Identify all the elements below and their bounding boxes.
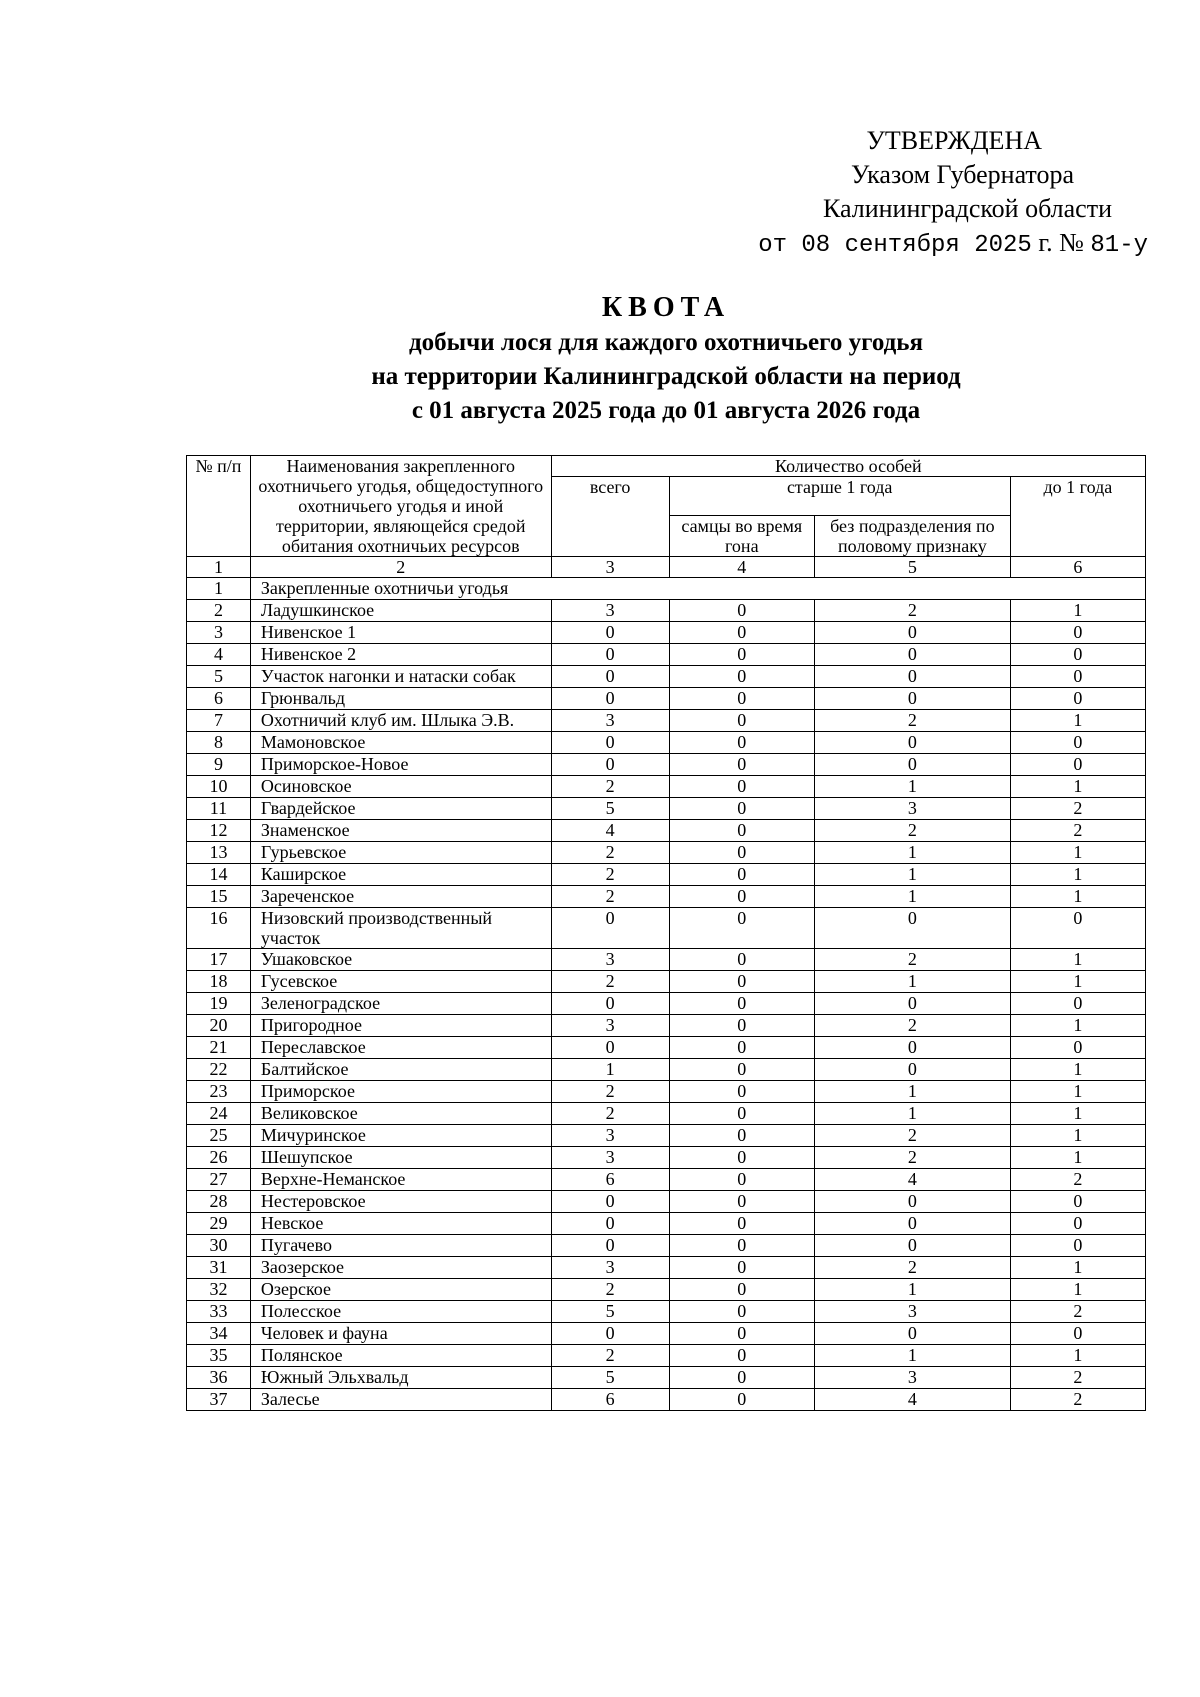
row-total: 0	[551, 1191, 669, 1213]
title-heading: КВОТА	[601, 292, 731, 323]
row-total: 3	[551, 710, 669, 732]
row-nogender: 0	[814, 1191, 1010, 1213]
document-title	[186, 290, 1146, 428]
row-num: 7	[187, 710, 251, 732]
table-row	[187, 1235, 1146, 1257]
row-total: 0	[551, 666, 669, 688]
row-males: 0	[669, 754, 814, 776]
row-num: 19	[187, 993, 251, 1015]
row-name: Низовский производственный участок	[250, 908, 551, 949]
row-num: 22	[187, 1059, 251, 1081]
row-males: 0	[669, 1235, 814, 1257]
row-young: 0	[1010, 732, 1145, 754]
row-young: 1	[1010, 710, 1145, 732]
row-nogender: 0	[814, 754, 1010, 776]
row-name: Приморское	[250, 1081, 551, 1103]
row-total: 0	[551, 732, 669, 754]
row-total: 6	[551, 1389, 669, 1411]
table-row	[187, 1367, 1146, 1389]
row-total: 3	[551, 1257, 669, 1279]
header-young: до 1 года	[1010, 477, 1145, 557]
row-name: Знаменское	[250, 820, 551, 842]
row-young: 0	[1010, 1323, 1145, 1345]
row-name: Гвардейское	[250, 798, 551, 820]
row-young: 1	[1010, 864, 1145, 886]
row-males: 0	[669, 1257, 814, 1279]
row-num: 18	[187, 971, 251, 993]
row-total: 3	[551, 1125, 669, 1147]
table-row	[187, 820, 1146, 842]
row-young: 2	[1010, 1389, 1145, 1411]
row-num: 20	[187, 1015, 251, 1037]
row-total: 2	[551, 1345, 669, 1367]
table-row	[187, 1213, 1146, 1235]
table-row	[187, 1323, 1146, 1345]
row-num: 15	[187, 886, 251, 908]
row-nogender: 0	[814, 732, 1010, 754]
row-young: 1	[1010, 842, 1145, 864]
row-nogender: 0	[814, 993, 1010, 1015]
table-row	[187, 864, 1146, 886]
row-num: 30	[187, 1235, 251, 1257]
row-nogender: 0	[814, 1213, 1010, 1235]
approval-date: от 08 сентября 2025	[758, 232, 1032, 259]
row-nogender: 1	[814, 1345, 1010, 1367]
row-young: 2	[1010, 1367, 1145, 1389]
table-row	[187, 1279, 1146, 1301]
column-number: 6	[1010, 557, 1145, 578]
row-name: Охотничий клуб им. Шлыка Э.В.	[250, 710, 551, 732]
row-num: 25	[187, 1125, 251, 1147]
table-row	[187, 1059, 1146, 1081]
column-number: 2	[250, 557, 551, 578]
row-total: 3	[551, 949, 669, 971]
row-name: Мичуринское	[250, 1125, 551, 1147]
row-males: 0	[669, 1125, 814, 1147]
row-name: Грюнвальд	[250, 688, 551, 710]
row-num: 12	[187, 820, 251, 842]
table-row	[187, 1301, 1146, 1323]
row-name: Озерское	[250, 1279, 551, 1301]
section-num: 1	[187, 578, 251, 600]
row-name: Нивенское 1	[250, 622, 551, 644]
table-row	[187, 993, 1146, 1015]
row-young: 0	[1010, 1213, 1145, 1235]
table-row	[187, 776, 1146, 798]
approval-number: 81-у	[1090, 232, 1148, 259]
row-total: 2	[551, 1103, 669, 1125]
row-nogender: 2	[814, 600, 1010, 622]
row-name: Южный Эльхвальд	[250, 1367, 551, 1389]
row-name: Полесское	[250, 1301, 551, 1323]
table-row	[187, 798, 1146, 820]
approval-region: Калининградской области	[822, 194, 1112, 223]
row-num: 14	[187, 864, 251, 886]
section-row	[187, 578, 1146, 600]
row-num: 11	[187, 798, 251, 820]
table-row	[187, 1191, 1146, 1213]
row-nogender: 3	[814, 798, 1010, 820]
row-name: Осиновское	[250, 776, 551, 798]
table-row	[187, 1147, 1146, 1169]
row-num: 31	[187, 1257, 251, 1279]
approval-date-number	[740, 226, 1160, 263]
table-row	[187, 644, 1146, 666]
table-row	[187, 1257, 1146, 1279]
header-older: старше 1 года	[669, 477, 1010, 516]
row-young: 1	[1010, 1345, 1145, 1367]
row-young: 1	[1010, 1103, 1145, 1125]
table-row	[187, 754, 1146, 776]
header-total: всего	[551, 477, 669, 557]
row-males: 0	[669, 776, 814, 798]
row-total: 0	[551, 1235, 669, 1257]
row-nogender: 2	[814, 949, 1010, 971]
row-num: 8	[187, 732, 251, 754]
row-nogender: 0	[814, 1235, 1010, 1257]
row-num: 2	[187, 600, 251, 622]
row-total: 2	[551, 1081, 669, 1103]
row-young: 0	[1010, 1037, 1145, 1059]
row-nogender: 3	[814, 1367, 1010, 1389]
row-young: 1	[1010, 949, 1145, 971]
row-nogender: 1	[814, 1103, 1010, 1125]
row-name: Пригородное	[250, 1015, 551, 1037]
row-nogender: 0	[814, 1037, 1010, 1059]
table-row	[187, 949, 1146, 971]
row-num: 28	[187, 1191, 251, 1213]
header-count: Количество особей	[551, 456, 1145, 477]
row-num: 3	[187, 622, 251, 644]
row-total: 0	[551, 1213, 669, 1235]
row-num: 9	[187, 754, 251, 776]
row-num: 26	[187, 1147, 251, 1169]
row-name: Шешупское	[250, 1147, 551, 1169]
row-total: 0	[551, 1323, 669, 1345]
row-num: 13	[187, 842, 251, 864]
row-young: 2	[1010, 1301, 1145, 1323]
row-num: 33	[187, 1301, 251, 1323]
row-total: 5	[551, 1367, 669, 1389]
row-name: Каширское	[250, 864, 551, 886]
approval-authority: Указом Губернатора	[851, 160, 1074, 189]
row-nogender: 4	[814, 1169, 1010, 1191]
title-line-2: на территории Калининградской области на период	[371, 363, 961, 390]
row-total: 3	[551, 600, 669, 622]
row-males: 0	[669, 1191, 814, 1213]
row-males: 0	[669, 798, 814, 820]
row-nogender: 1	[814, 971, 1010, 993]
row-num: 16	[187, 908, 251, 949]
row-name: Залесье	[250, 1389, 551, 1411]
row-total: 2	[551, 1279, 669, 1301]
row-males: 0	[669, 1169, 814, 1191]
row-nogender: 2	[814, 710, 1010, 732]
row-total: 0	[551, 993, 669, 1015]
row-num: 36	[187, 1367, 251, 1389]
table-row	[187, 1081, 1146, 1103]
row-name: Пугачево	[250, 1235, 551, 1257]
row-name: Невское	[250, 1213, 551, 1235]
table-row	[187, 666, 1146, 688]
row-nogender: 4	[814, 1389, 1010, 1411]
table-row	[187, 1103, 1146, 1125]
row-males: 0	[669, 1081, 814, 1103]
row-young: 2	[1010, 798, 1145, 820]
row-num: 27	[187, 1169, 251, 1191]
row-nogender: 0	[814, 666, 1010, 688]
row-name: Гурьевское	[250, 842, 551, 864]
table-row	[187, 1015, 1146, 1037]
row-name: Верхне-Неманское	[250, 1169, 551, 1191]
table-row	[187, 842, 1146, 864]
table-row	[187, 908, 1146, 949]
row-males: 0	[669, 1301, 814, 1323]
row-name: Гусевское	[250, 971, 551, 993]
row-total: 0	[551, 644, 669, 666]
row-nogender: 0	[814, 644, 1010, 666]
row-total: 3	[551, 1015, 669, 1037]
row-nogender: 0	[814, 1059, 1010, 1081]
row-males: 0	[669, 1323, 814, 1345]
row-nogender: 2	[814, 1015, 1010, 1037]
table-row	[187, 622, 1146, 644]
row-young: 0	[1010, 1235, 1145, 1257]
section-label: Закрепленные охотничьи угодья	[250, 578, 1145, 600]
row-males: 0	[669, 886, 814, 908]
row-name: Балтийское	[250, 1059, 551, 1081]
row-young: 0	[1010, 754, 1145, 776]
row-males: 0	[669, 1213, 814, 1235]
row-males: 0	[669, 1147, 814, 1169]
row-nogender: 1	[814, 1081, 1010, 1103]
table-row	[187, 1345, 1146, 1367]
table-row	[187, 971, 1146, 993]
row-young: 1	[1010, 1125, 1145, 1147]
row-males: 0	[669, 600, 814, 622]
row-nogender: 2	[814, 1257, 1010, 1279]
row-young: 1	[1010, 1015, 1145, 1037]
row-young: 1	[1010, 971, 1145, 993]
row-nogender: 2	[814, 1125, 1010, 1147]
row-males: 0	[669, 1015, 814, 1037]
row-nogender: 3	[814, 1301, 1010, 1323]
row-young: 2	[1010, 1169, 1145, 1191]
row-nogender: 1	[814, 1279, 1010, 1301]
row-name: Великовское	[250, 1103, 551, 1125]
row-nogender: 0	[814, 688, 1010, 710]
row-males: 0	[669, 1367, 814, 1389]
table-row	[187, 710, 1146, 732]
row-name: Зареченское	[250, 886, 551, 908]
row-total: 2	[551, 886, 669, 908]
row-males: 0	[669, 1279, 814, 1301]
row-males: 0	[669, 971, 814, 993]
row-num: 23	[187, 1081, 251, 1103]
table-row	[187, 1169, 1146, 1191]
row-num: 6	[187, 688, 251, 710]
row-young: 0	[1010, 1191, 1145, 1213]
row-total: 0	[551, 908, 669, 949]
row-young: 0	[1010, 908, 1145, 949]
row-total: 2	[551, 864, 669, 886]
row-nogender: 1	[814, 776, 1010, 798]
row-total: 0	[551, 688, 669, 710]
row-young: 0	[1010, 993, 1145, 1015]
row-num: 35	[187, 1345, 251, 1367]
approval-number-label: г. №	[1031, 228, 1091, 257]
row-name: Участок нагонки и натаски собак	[250, 666, 551, 688]
header-nogender: без подразделения по половому признаку	[814, 516, 1010, 557]
approval-status: УТВЕРЖДЕНА	[866, 126, 1042, 155]
row-name: Мамоновское	[250, 732, 551, 754]
row-num: 32	[187, 1279, 251, 1301]
row-name: Приморское-Новое	[250, 754, 551, 776]
row-young: 1	[1010, 886, 1145, 908]
row-nogender: 1	[814, 864, 1010, 886]
table-row	[187, 1125, 1146, 1147]
row-males: 0	[669, 710, 814, 732]
row-young: 1	[1010, 1081, 1145, 1103]
row-males: 0	[669, 1059, 814, 1081]
table-row	[187, 1389, 1146, 1411]
row-males: 0	[669, 666, 814, 688]
row-young: 1	[1010, 1147, 1145, 1169]
header-num: № п/п	[187, 456, 251, 557]
column-numbers-row	[187, 557, 1146, 578]
row-name: Нестеровское	[250, 1191, 551, 1213]
row-total: 3	[551, 1147, 669, 1169]
table-row	[187, 688, 1146, 710]
row-num: 5	[187, 666, 251, 688]
row-num: 37	[187, 1389, 251, 1411]
row-males: 0	[669, 820, 814, 842]
row-young: 0	[1010, 688, 1145, 710]
row-total: 5	[551, 1301, 669, 1323]
row-name: Полянское	[250, 1345, 551, 1367]
title-line-3: с 01 августа 2025 года до 01 августа 2026 года	[411, 397, 921, 424]
row-nogender: 0	[814, 908, 1010, 949]
row-name: Ушаковское	[250, 949, 551, 971]
row-name: Нивенское 2	[250, 644, 551, 666]
title-line-1: добычи лося для каждого охотничьего угодья	[408, 329, 924, 356]
row-young: 2	[1010, 820, 1145, 842]
row-nogender: 1	[814, 886, 1010, 908]
row-num: 17	[187, 949, 251, 971]
row-total: 0	[551, 754, 669, 776]
row-total: 2	[551, 842, 669, 864]
quota-table	[186, 455, 1146, 1411]
row-name: Заозерское	[250, 1257, 551, 1279]
row-num: 4	[187, 644, 251, 666]
row-young: 1	[1010, 1257, 1145, 1279]
row-total: 0	[551, 622, 669, 644]
approval-block	[740, 124, 1160, 263]
header-males: самцы во время гона	[669, 516, 814, 557]
row-nogender: 0	[814, 622, 1010, 644]
row-total: 6	[551, 1169, 669, 1191]
header-name: Наименования закрепленного охотничьего угодья, общедоступного охотничьего угодья и иной территории, являющейся средой обитания охотничьих ресурсов	[250, 456, 551, 557]
row-males: 0	[669, 688, 814, 710]
row-young: 1	[1010, 776, 1145, 798]
row-males: 0	[669, 1345, 814, 1367]
column-number: 3	[551, 557, 669, 578]
row-young: 0	[1010, 666, 1145, 688]
row-total: 0	[551, 1037, 669, 1059]
row-total: 4	[551, 820, 669, 842]
row-males: 0	[669, 1103, 814, 1125]
row-nogender: 1	[814, 842, 1010, 864]
row-young: 1	[1010, 1059, 1145, 1081]
row-young: 0	[1010, 644, 1145, 666]
row-young: 1	[1010, 1279, 1145, 1301]
column-number: 5	[814, 557, 1010, 578]
row-young: 1	[1010, 600, 1145, 622]
row-males: 0	[669, 864, 814, 886]
row-males: 0	[669, 908, 814, 949]
row-num: 24	[187, 1103, 251, 1125]
table-row	[187, 600, 1146, 622]
row-total: 2	[551, 776, 669, 798]
table-row	[187, 732, 1146, 754]
row-name: Человек и фауна	[250, 1323, 551, 1345]
row-nogender: 2	[814, 820, 1010, 842]
row-males: 0	[669, 1037, 814, 1059]
row-males: 0	[669, 644, 814, 666]
row-nogender: 2	[814, 1147, 1010, 1169]
row-total: 5	[551, 798, 669, 820]
row-num: 34	[187, 1323, 251, 1345]
row-nogender: 0	[814, 1323, 1010, 1345]
row-males: 0	[669, 949, 814, 971]
table-row	[187, 886, 1146, 908]
table-row	[187, 1037, 1146, 1059]
row-males: 0	[669, 1389, 814, 1411]
column-number: 4	[669, 557, 814, 578]
row-num: 29	[187, 1213, 251, 1235]
row-males: 0	[669, 622, 814, 644]
row-males: 0	[669, 993, 814, 1015]
row-total: 2	[551, 971, 669, 993]
row-total: 1	[551, 1059, 669, 1081]
row-young: 0	[1010, 622, 1145, 644]
row-num: 10	[187, 776, 251, 798]
row-name: Переславское	[250, 1037, 551, 1059]
row-males: 0	[669, 842, 814, 864]
row-name: Ладушкинское	[250, 600, 551, 622]
row-num: 21	[187, 1037, 251, 1059]
row-males: 0	[669, 732, 814, 754]
row-name: Зеленоградское	[250, 993, 551, 1015]
column-number: 1	[187, 557, 251, 578]
